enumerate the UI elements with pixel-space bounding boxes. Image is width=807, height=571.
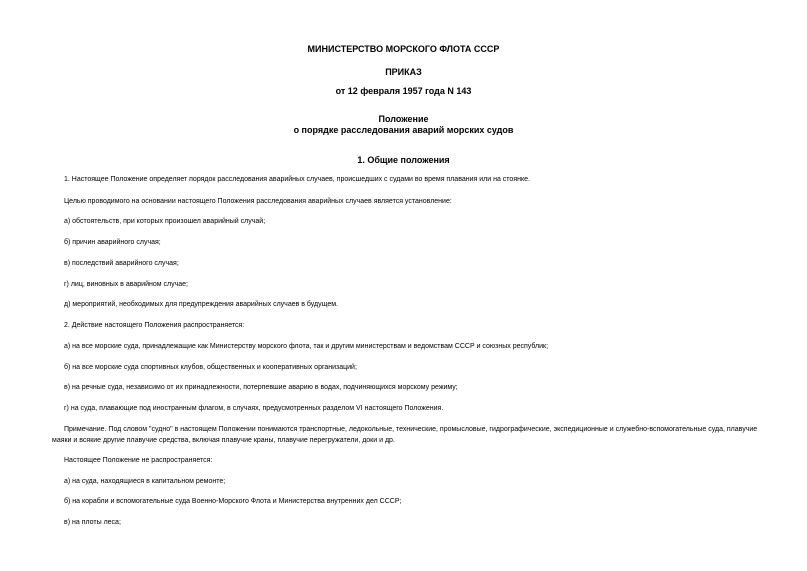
paragraph-15: а) на суда, находящиеся в капитальном ремонте; [64,478,226,485]
paragraph-12: г) на суда, плавающие под иностранным флагом, в случаях, предусмотренных разделом VI настоящего Положения. [64,405,444,412]
title-heading-line1: Положение [378,114,429,124]
ministry-heading: МИНИСТЕРСТВО МОРСКОГО ФЛОТА СССР [307,44,500,54]
paragraph-17: в) на плоты леса; [64,519,121,526]
doc-type-heading: ПРИКАЗ [385,67,422,77]
paragraph-10: б) на все морские суда спортивных клубов, общественных и кооперативных организаций; [64,364,357,371]
section-heading: 1. Общие положения [357,155,450,165]
paragraph-8: 2. Действие настоящего Положения распространяется: [64,322,245,329]
paragraph-7: д) мероприятий, необходимых для предупреждения аварийных случаев в будущем. [64,301,338,308]
paragraph-14: Настоящее Положение не распространяется: [64,457,213,464]
date-heading: от 12 февраля 1957 года N 143 [335,86,472,96]
paragraph-11: в) на речные суда, независимо от их принадлежности, потерпевшие аварию в водах, подчиняющихся морскому режиму; [64,384,458,391]
paragraph-13-line1: Примечание. Под словом "судно" в настоящем Положении понимаются транспортные, ледокольные, технические, промысловые, гидрографические, экспедиционные и служебно-вспомогательные суда, плавучие [64,426,758,433]
paragraph-9: а) на все морские суда, принадлежащие как Министерству морского флота, так и другим министерствам и ведомствам СССР и союзных республик; [64,343,549,350]
paragraph-1: 1. Настоящее Положение определяет порядок расследования аварийных случаев, происшедших с судами во время плавания или на стоянке. [64,176,530,183]
paragraph-5: в) последствий аварийного случая; [64,260,179,267]
paragraph-6: г) лиц, виновных в аварийном случае; [64,281,188,288]
paragraph-4: б) причин аварийного случая; [64,239,161,246]
paragraph-3: а) обстоятельств, при которых произошел аварийный случай; [64,218,266,225]
paragraph-2: Целью проводимого на основании настоящего Положения расследования аварийных случаев является установление: [64,198,452,205]
paragraph-16: б) на корабли и вспомогательные суда Военно-Морского Флота и Министерства внутренних дел СССР; [64,498,402,505]
title-heading-line2: о порядке расследования аварий морских судов [293,125,514,135]
paragraph-13-line2: маяки и всякие другие плавучие средства, включая плавучие краны, плавучие перегружатели, доки и др. [52,437,395,444]
